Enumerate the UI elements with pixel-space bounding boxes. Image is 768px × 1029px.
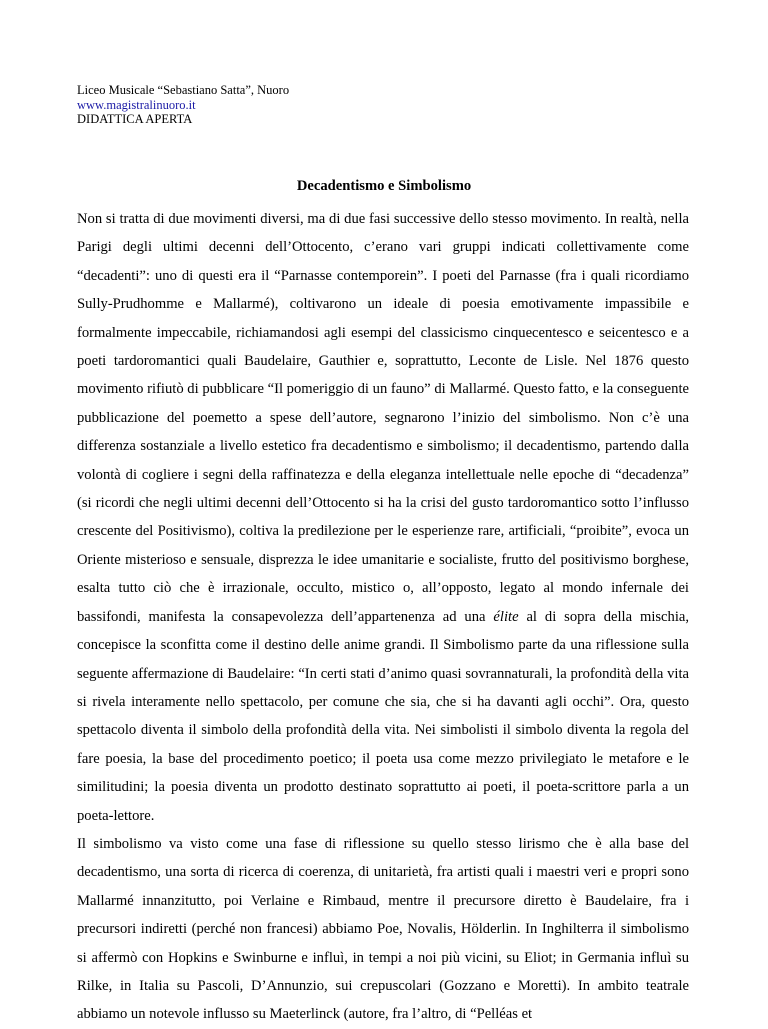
paragraph: Il simbolismo va visto come una fase di riflessione su quello stesso lirismo che è alla base del decadentismo, una sorta di ricerca di coerenza, di unitarietà, fra artisti quali i maestri veri e propri sono Mallarmé innanzitutto, poi Verlaine e Rimbaud, mentre il precursore diretto è Baudelaire, fra i precursori indiretti (perché non francesi) abbiamo Poe, Novalis, Hölderlin. In Inghilterra il simbolismo si affermò con Hopkins e Swinburne e influì, in tempi a noi più vicini, su Eliot; in Germania influì su Rilke, in Italia su Pascoli, D’Annunzio, sui crepuscolari (Gozzano e Moretti). In ambito teatrale abbiamo un notevole influsso su Maeterlinck (autore, fra l’altro, di “Pelléas et: [77, 835, 689, 1023]
section-label: DIDATTICA APERTA: [77, 112, 193, 127]
document-title: Decadentismo e Simbolismo: [296, 178, 472, 194]
italic-word: élite: [493, 608, 519, 625]
website-link[interactable]: www.magistralinuoro.it: [77, 97, 196, 112]
paragraph: [77, 205, 689, 830]
paragraph-text: Non si tratta di due movimenti diversi, ma di due fasi successive dello stesso movimento. In realtà, nella Parigi degli ultimi decenni dell’Ottocento, c’erano vari gruppi indicati collettivamente come “decadenti”: uno di questi era il “Parnasse contemporein”. I poeti del Parnasse (fra i quali ricordiamo Sully-Prudhomme e Mallarmé), coltivarono un ideale di poesia emotivamente impassibile e formalmente impeccabile, richiamandosi agli esempi del classicismo cinquecentesco e seicentesco e a poeti tardoromantici quali Baudelaire, Gauthier e, soprattutto, Leconte de Lisle. Nel 1876 questo movimento rifiutò di pubblicare “Il pomeriggio di un fauno” di Mallarmé. Questo fatto, e la conseguente pubblicazione del poemetto a spese dell’autore, segnarono l’inizio del simbolismo. Non c’è una differenza sostanziale a livello estetico fra decadentismo e simbolismo; il decadentismo, partendo dalla volontà di cogliere i segni della raffinatezza e della eleganza intellettuale nelle epoche di “decadenza” (si ricordi che negli ultimi decenni dell’Ottocento si ha la crisi del gusto tardoromantico sotto l’influsso crescente del Positivismo), coltiva la predilezione per le esperienze rare, artificiali, “proibite”, evoca un Oriente misterioso e sensuale, disprezza le idee umanitarie e socialiste, frutto del positivismo borghese, esalta tutto ciò che è irrazionale, occulto, mistico o, all’opposto, legato al mondo infernale dei bassifondi, manifesta la consapevolezza dell’appartenenza ad una: [77, 211, 689, 625]
paragraph-text: al di sopra della mischia, concepisce la sconfitta come il destino delle anime grandi. Il Simbolismo parte da una riflessione sulla seguente affermazione di Baudelaire: “In certi stati d’animo quasi sovrannaturali, la profondità della vita si rivela interamente nello spettacolo, per comune che sia, che si ha davanti agli occhi”. Ora, questo spettacolo diventa il simbolo della profondità della vita. Nei simbolisti il simbolo diventa la regola del fare poesia, la base del procedimento poetico; il poeta usa come mezzo privilegiato le metafore e le similitudini; la poesia diventa un prodotto destinato soprattutto ai poeti, il poeta-scrittore parla a un poeta-lettore.: [77, 608, 690, 824]
document-body: [77, 205, 689, 1029]
document-header: [77, 83, 289, 127]
school-name: Liceo Musicale “Sebastiano Satta”, Nuoro: [77, 83, 290, 97]
